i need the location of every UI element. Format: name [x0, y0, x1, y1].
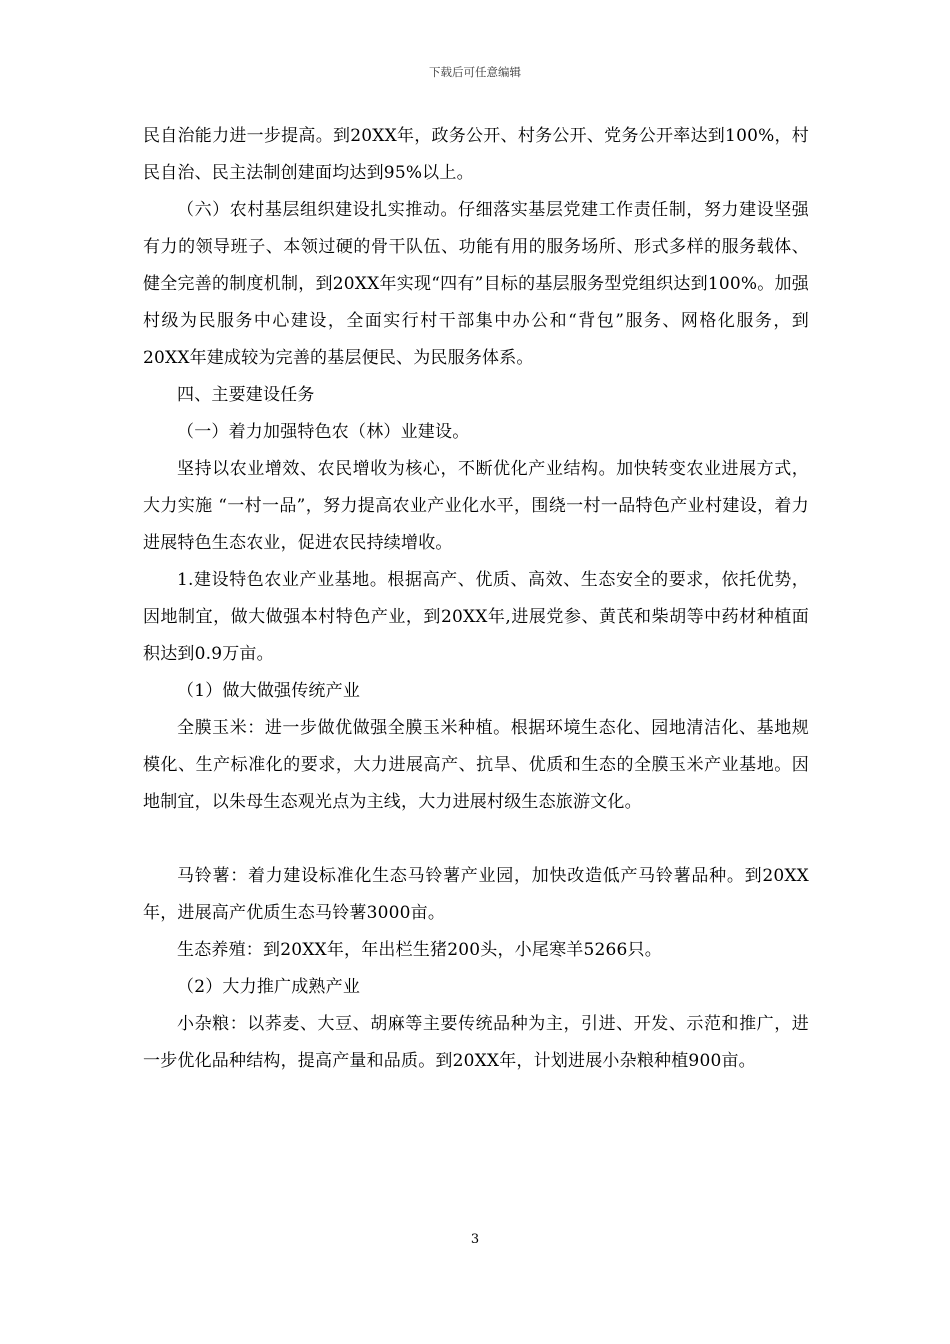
subsection-heading: （2）大力推广成熟产业: [177, 977, 361, 997]
page-number: 3: [470, 1232, 480, 1247]
paragraph: 坚持以农业增效、农民增收为核心，不断优化产业结构。加快转变农业进展方式，大力实施 “一村一品”，努力提高农业产业化水平，围绕一村一品特色产业村建设，着力进展特色生态农业，促进农民持续增收。: [143, 459, 809, 553]
subsection-heading: （1）做大做强传统产业: [177, 681, 361, 701]
paragraph: 1.建设特色农业产业基地。根据高产、优质、高效、生态安全的要求，依托优势，因地制宜，做大做强本村特色产业，到20XX年,进展党参、黄芪和柴胡等中药材种植面积达到0.9万亩。: [143, 570, 809, 664]
page-header: 下载后可任意编辑: [429, 65, 521, 79]
paragraph: 小杂粮：以荞麦、大豆、胡麻等主要传统品种为主，引进、开发、示范和推广，进一步优化品种结构，提高产量和品质。到20XX年，计划进展小杂粮种植900亩。: [143, 1014, 809, 1071]
document-body: [143, 118, 809, 1080]
paragraph: 马铃薯：着力建设标准化生态马铃薯产业园，加快改造低产马铃薯品种。到20XX年，进展高产优质生态马铃薯3000亩。: [143, 866, 809, 923]
section-heading: 四、主要建设任务: [177, 385, 315, 405]
paragraph: 全膜玉米：进一步做优做强全膜玉米种植。根据环境生态化、园地清洁化、基地规模化、生产标准化的要求，大力进展高产、抗旱、优质和生态的全膜玉米产业基地。因地制宜，以朱母生态观光点为主线，大力进展村级生态旅游文化。: [143, 718, 809, 812]
paragraph: 生态养殖：到20XX年，年出栏生猪200头，小尾寒羊5266只。: [177, 940, 662, 960]
paragraph: （六）农村基层组织建设扎实推动。仔细落实基层党建工作责任制，努力建设坚强有力的领导班子、本领过硬的骨干队伍、功能有用的服务场所、形式多样的服务载体、健全完善的制度机制，到20XX年实现“四有”目标的基层服务型党组织达到100%。加强村级为民服务中心建设，全面实行村干部集中办公和“背包”服务、网格化服务，到20XX年建成较为完善的基层便民、为民服务体系。: [143, 200, 809, 368]
subsection-heading: （一）着力加强特色农（林）业建设。: [177, 422, 470, 442]
paragraph: 民自治能力进一步提高。到20XX年，政务公开、村务公开、党务公开率达到100%，村民自治、民主法制创建面均达到95%以上。: [143, 126, 809, 183]
